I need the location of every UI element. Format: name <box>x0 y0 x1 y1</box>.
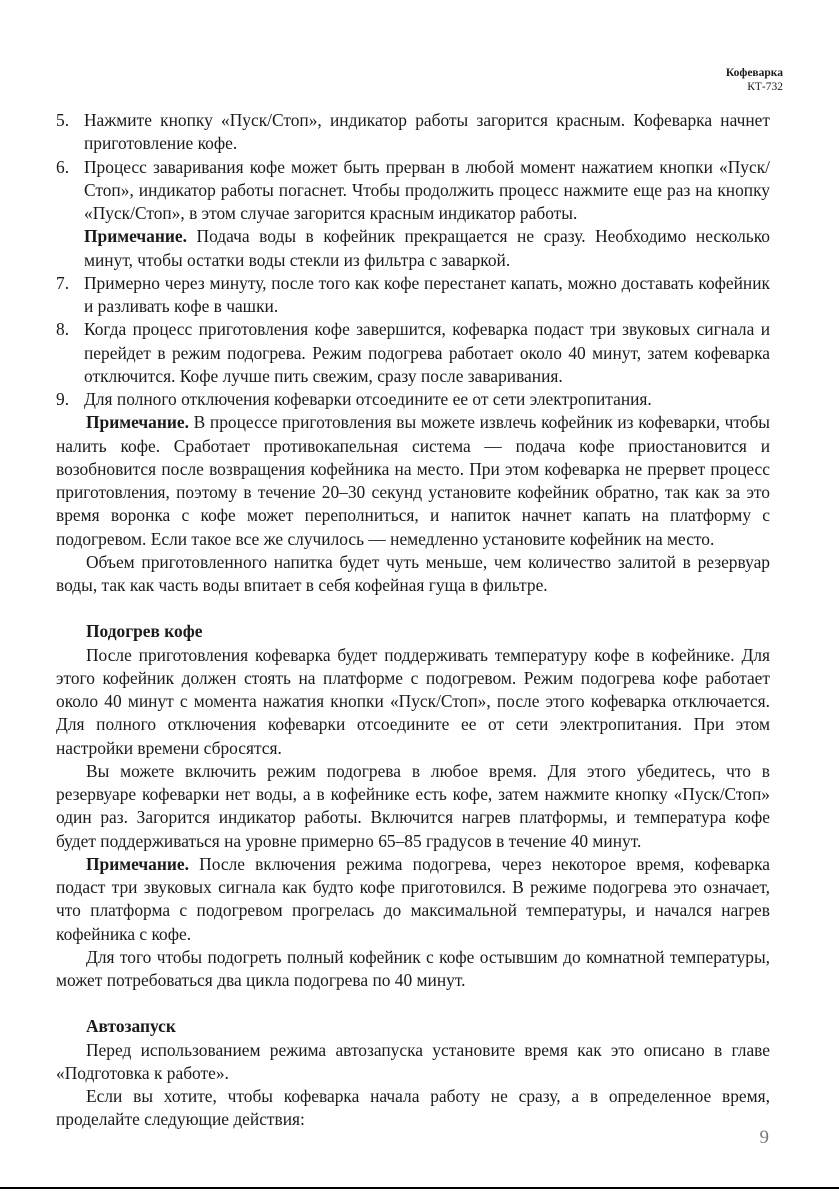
product-name: Кофеварка <box>725 67 783 79</box>
list-item-note <box>56 225 770 272</box>
heating-paragraph-3: Для того чтобы подогреть полный кофейник с кофе остывшим до комнатной температуры, может потребоваться два цикла подогрева по 40 минут. <box>56 946 770 990</box>
note-text: В процессе приготовления вы можете извлечь кофейник из кофеварки, чтобы налить кофе. Сработает противокапельная система — подача кофе приостановится и возобновится после возвращения кофейника на место. При этом кофеварка не прервет процесс приготовления, поэтому в течение 20–30 секунд установите кофейник обратно, так как за это время воронка с кофе может переполниться, и напиток начнет капать на платформу с подогревом. Если такое все же случилось — немедленно установите кофейник на место. <box>56 412 770 549</box>
step-number: 6. <box>56 156 70 177</box>
list-item <box>56 109 770 156</box>
note-label: Примечание. <box>86 853 189 874</box>
step-text: Нажмите кнопку «Пуск/Стоп», индикатор работы загорится красным. Кофеварка начнет приготовление кофе. <box>84 110 770 154</box>
list-item <box>56 272 770 319</box>
step-text: Процесс заваривания кофе может быть прерван в любой момент нажатием кнопки «Пуск/Стоп», индикатор работы погаснет. Чтобы продолжить процесс нажмите еще раз на кнопку «Пуск/Стоп», в этом случае загорится красным индикатор работы. <box>84 156 770 223</box>
note-paragraph <box>56 411 770 551</box>
list-item <box>56 388 770 411</box>
section-title-autostart: Автозапуск <box>86 1016 176 1037</box>
step-number: 7. <box>56 272 70 293</box>
page-header <box>726 66 783 94</box>
note-label: Примечание. <box>84 226 187 247</box>
step-text: Для полного отключения кофеварки отсоедините ее от сети электропитания. <box>84 389 652 409</box>
note-text: Подача воды в кофейник прекращается не сразу. Необходимо несколько минут, чтобы остатки воды стекли из фильтра с заваркой. <box>84 226 770 270</box>
step-text: Когда процесс приготовления кофе завершится, кофеварка подаст три звуковых сигнала и перейдет в режим подогрева. Режим подогрева работает около 40 минут, затем кофеварка отключится. Кофе лучше пить свежим, сразу после заваривания. <box>84 319 770 386</box>
document-body <box>56 109 770 1132</box>
step-text: Примерно через минуту, после того как кофе перестанет капать, можно доставать кофейник и разливать кофе в чашки. <box>84 272 770 316</box>
autostart-paragraph-1: Перед использованием режима автозапуска установите время как это описано в главе «Подготовка к работе». <box>56 1039 770 1083</box>
note-text: После включения режима подогрева, через некоторое время, кофеварка подаст три звуковых сигнала как будто кофе приготовился. В режиме подогрева это означает, что платформа с подогревом прогрелась до максимальной температуры, и начался нагрев кофейника с кофе. <box>56 853 770 944</box>
note-label: Примечание. <box>86 412 189 433</box>
list-item <box>56 156 770 226</box>
volume-paragraph: Объем приготовленного напитка будет чуть меньше, чем количество залитой в резервуар воды, так как часть воды впитает в себя кофейная гуща в фильтре. <box>56 551 770 595</box>
list-item <box>56 318 770 388</box>
step-number: 8. <box>56 319 70 340</box>
page-number: 9 <box>759 1127 769 1148</box>
step-number: 5. <box>56 110 70 130</box>
model-number: КТ-732 <box>747 81 783 93</box>
heating-note <box>56 853 770 946</box>
autostart-paragraph-2: Если вы хотите, чтобы кофеварка начала работу не сразу, а в определенное время, проделайте следующие действия: <box>56 1086 770 1130</box>
section-title-heating: Подогрев кофе <box>86 621 203 642</box>
steps-list <box>56 109 770 411</box>
heating-paragraph-2: Вы можете включить режим подогрева в любое время. Для этого убедитесь, что в резервуаре кофеварки нет воды, а в кофейнике есть кофе, затем нажмите кнопку «Пуск/Стоп» один раз. Загорится индикатор работы. Включится нагрев платформы, и температура кофе будет поддерживаться на уровне примерно 65–85 градусов в течение 40 минут. <box>56 760 770 851</box>
step-number: 9. <box>56 389 70 409</box>
bottom-divider <box>0 1187 839 1189</box>
heating-paragraph-1: После приготовления кофеварка будет поддерживать температуру кофе в кофейнике. Для этого кофейник должен стоять на платформе с подогревом. Режим подогрева кофе работает около 40 минут с момента нажатия кнопки «Пуск/Стоп», после этого кофеварка отключается. Для полного отключения кофеварки отсоедините ее от сети электропитания. При этом настройки времени сбросятся. <box>56 644 770 758</box>
